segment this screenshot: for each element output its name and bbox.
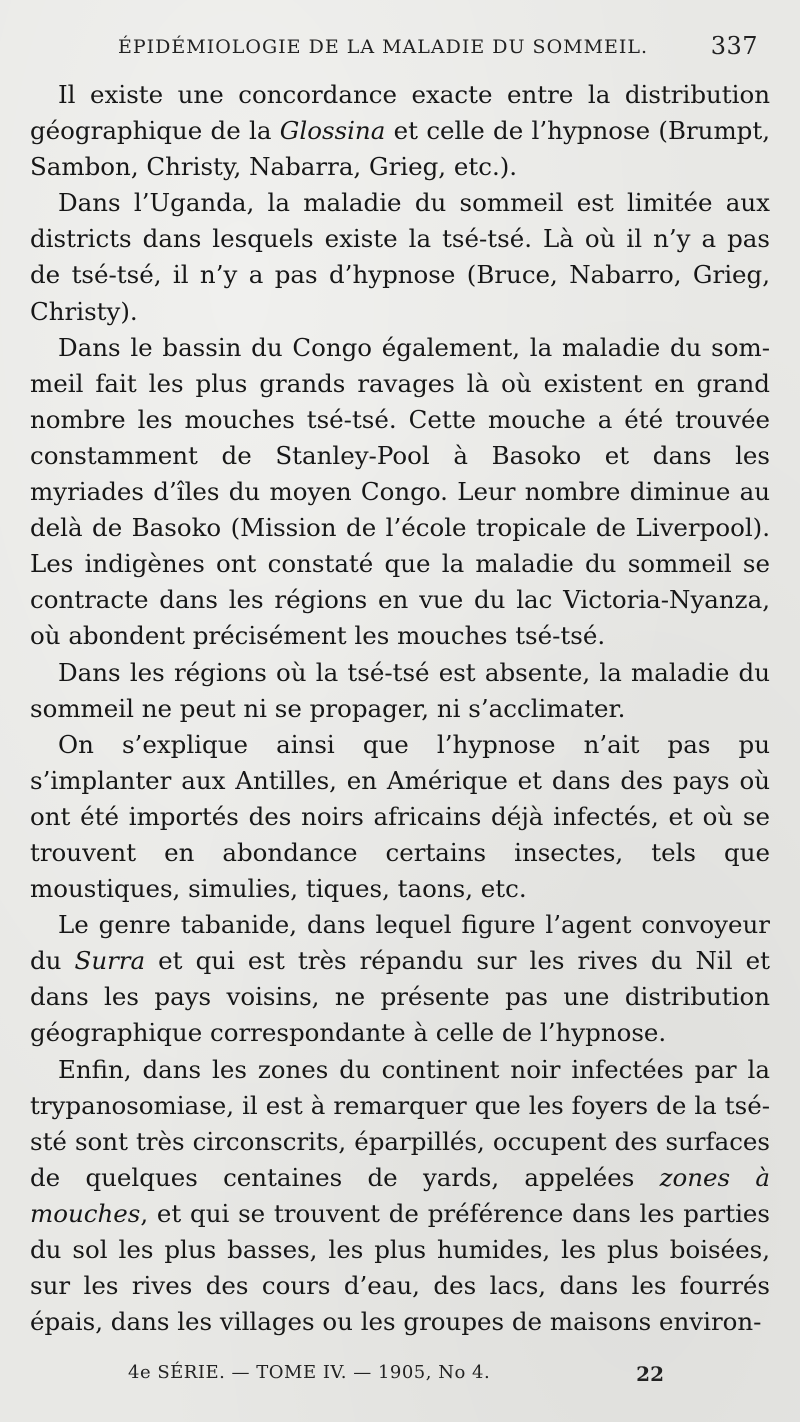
paragraph: Il existe une concordance exacte entre la distribution géographique de la Glossina et celle de l’hypnose (Brumpt, Sambon, Christy, Nabarra, Grieg, etc.). [30, 80, 770, 182]
paragraph: Dans le bassin du Congo également, la maladie du sommeil fait les plus grands ravages là où existent en grand nombre les mouches tsé-tsé. Cette mouche a été trouvée constamment de Stanley-Pool à Basoko et dans les myriades d’îles du moyen Congo. Leur nombre diminue au delà de Basoko (Mission de l’école tropicale de Liverpool). Les indigènes ont constaté que la maladie du sommeil se contracte dans les régions en vue du lac Victoria-Nyanza, où abondent précisément les mouches tsé-tsé. [30, 332, 770, 651]
italic-term: Surra [74, 946, 146, 976]
paragraph: Le genre tabanide, dans lequel figure l’agent convoyeur du Surra et qui est très répandu sur les rives du Nil et dans les pays voisins, ne présente pas une distribution géographique correspondante à celle de l’hypnose. [30, 910, 770, 1048]
body-text [30, 77, 770, 1340]
page-number: 337 [710, 32, 758, 60]
page-header [118, 32, 766, 66]
italic-term: zones à mouches [30, 1162, 770, 1228]
paragraph: Dans l’Uganda, la maladie du sommeil est limitée aux districts dans lesquels existe la tsé-tsé. Là où il n’y a pas de tsé-tsé, il n’y a pas d’hypnose (Bruce, Nabarro, Grieg, Christy). [30, 188, 770, 326]
running-title: ÉPIDÉMIOLOGIE DE LA MALADIE DU SOMMEIL. [118, 36, 649, 58]
paragraph: Enfin, dans les zones du continent noir infectées par la trypanosomiase, il est à remarquer que les foyers de la tsé-sté sont très circonscrits, éparpillés, occupent des surfaces de quelques centaines de yards, appelées zones à mouches, et qui se trouvent de préférence dans les parties du sol les plus basses, les plus humides, les plus boisées, sur les rives des cours d’eau, des lacs, dans les fourrés épais, dans les villages ou les groupes de maisons environ- [30, 1054, 770, 1337]
paragraph: Dans les régions où la tsé-tsé est absente, la maladie du sommeil ne peut ni se propager, ni s’acclimater. [30, 657, 770, 723]
series-info: 4e SÉRIE. — TOME IV. — 1905, No 4. [128, 1362, 491, 1383]
paragraph: On s’explique ainsi que l’hypnose n’ait pas pu s’implanter aux Antilles, en Amérique et dans des pays où ont été importés des noirs africains déjà infectés, et où se trouvent en abondance certains insectes, tels que moustiques, simulies, tiques, taons, etc. [30, 729, 770, 904]
sheet-number: 22 [636, 1362, 664, 1386]
page-footer [128, 1362, 664, 1388]
italic-term: Glossina [279, 116, 386, 146]
